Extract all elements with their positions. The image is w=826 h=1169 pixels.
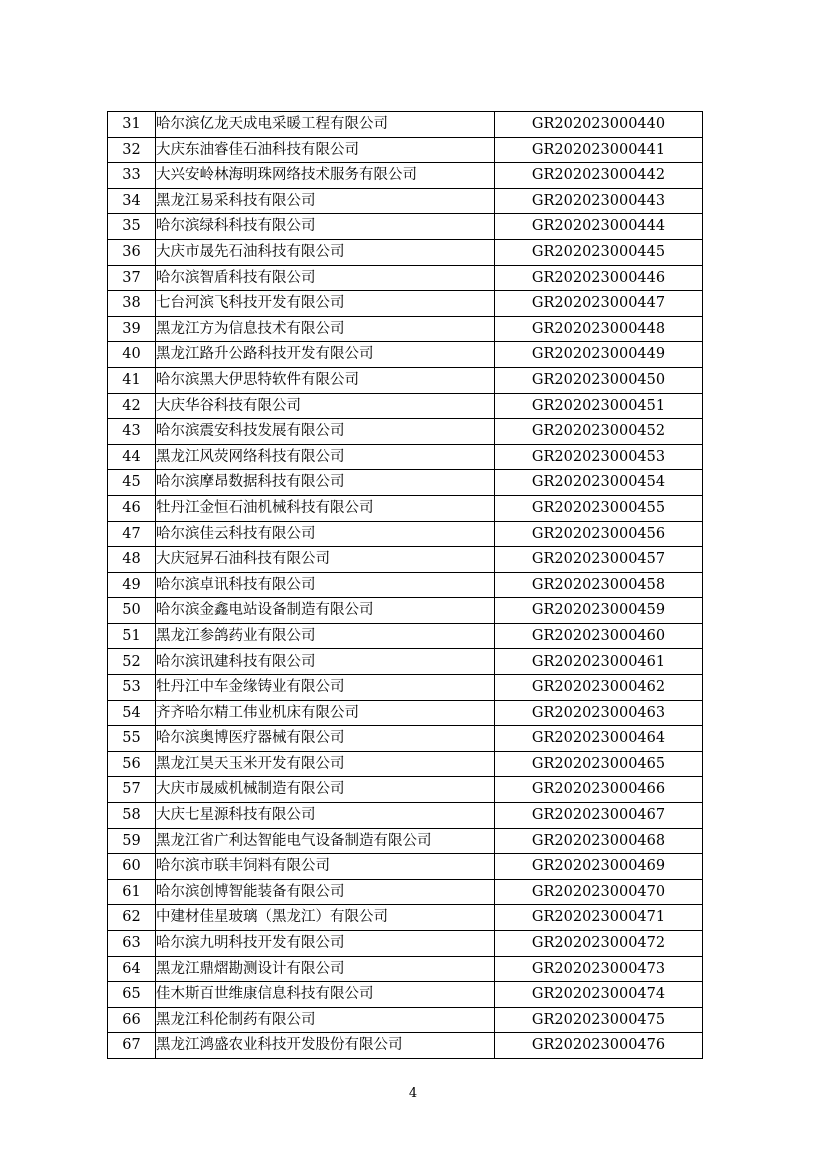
- certificate-code: GR202023000468: [495, 828, 703, 854]
- certificate-code: GR202023000450: [495, 367, 703, 393]
- company-name: 大庆市晟先石油科技有限公司: [156, 239, 495, 265]
- row-number: 57: [108, 777, 156, 803]
- company-name: 七台河滨飞科技开发有限公司: [156, 291, 495, 317]
- table-row: [108, 931, 703, 957]
- company-name: 哈尔滨摩昂数据科技有限公司: [156, 470, 495, 496]
- row-number: 38: [108, 291, 156, 317]
- company-name: 黑龙江鼎熠勘测设计有限公司: [156, 956, 495, 982]
- certificate-code: GR202023000457: [495, 547, 703, 573]
- row-number: 40: [108, 342, 156, 368]
- table-row: [108, 879, 703, 905]
- company-name: 齐齐哈尔精工伟业机床有限公司: [156, 700, 495, 726]
- certificate-code: GR202023000454: [495, 470, 703, 496]
- table-row: [108, 572, 703, 598]
- table-row: [108, 291, 703, 317]
- table-row: [108, 239, 703, 265]
- table-row: [108, 163, 703, 189]
- table-row: [108, 342, 703, 368]
- table-row: [108, 675, 703, 701]
- certificate-code: GR202023000449: [495, 342, 703, 368]
- company-name: 中建材佳星玻璃（黑龙江）有限公司: [156, 905, 495, 931]
- row-number: 34: [108, 188, 156, 214]
- row-number: 67: [108, 1033, 156, 1059]
- certificate-code: GR202023000469: [495, 854, 703, 880]
- certificate-code: GR202023000451: [495, 393, 703, 419]
- company-name: 哈尔滨卓讯科技有限公司: [156, 572, 495, 598]
- registry-table-body: [108, 112, 703, 1059]
- table-row: [108, 137, 703, 163]
- certificate-code: GR202023000460: [495, 623, 703, 649]
- table-row: [108, 470, 703, 496]
- certificate-code: GR202023000443: [495, 188, 703, 214]
- table-row: [108, 521, 703, 547]
- table-row: [108, 393, 703, 419]
- table-row: [108, 214, 703, 240]
- table-row: [108, 751, 703, 777]
- row-number: 45: [108, 470, 156, 496]
- row-number: 55: [108, 726, 156, 752]
- certificate-code: GR202023000447: [495, 291, 703, 317]
- company-name: 哈尔滨黑大伊思特软件有限公司: [156, 367, 495, 393]
- certificate-code: GR202023000452: [495, 419, 703, 445]
- row-number: 63: [108, 931, 156, 957]
- row-number: 47: [108, 521, 156, 547]
- certificate-code: GR202023000448: [495, 316, 703, 342]
- certificate-code: GR202023000455: [495, 495, 703, 521]
- certificate-code: GR202023000476: [495, 1033, 703, 1059]
- company-name: 哈尔滨市联丰饲料有限公司: [156, 854, 495, 880]
- table-row: [108, 803, 703, 829]
- table-row: [108, 828, 703, 854]
- table-row: [108, 444, 703, 470]
- certificate-code: GR202023000464: [495, 726, 703, 752]
- table-row: [108, 367, 703, 393]
- row-number: 35: [108, 214, 156, 240]
- company-name: 哈尔滨绿科科技有限公司: [156, 214, 495, 240]
- row-number: 60: [108, 854, 156, 880]
- company-name: 大庆七星源科技有限公司: [156, 803, 495, 829]
- row-number: 43: [108, 419, 156, 445]
- certificate-code: GR202023000475: [495, 1007, 703, 1033]
- table-row: [108, 419, 703, 445]
- row-number: 33: [108, 163, 156, 189]
- table-row: [108, 726, 703, 752]
- company-name: 黑龙江路升公路科技开发有限公司: [156, 342, 495, 368]
- certificate-code: GR202023000459: [495, 598, 703, 624]
- row-number: 62: [108, 905, 156, 931]
- table-row: [108, 854, 703, 880]
- row-number: 31: [108, 112, 156, 138]
- certificate-code: GR202023000466: [495, 777, 703, 803]
- table-row: [108, 623, 703, 649]
- table-row: [108, 700, 703, 726]
- certificate-code: GR202023000444: [495, 214, 703, 240]
- row-number: 64: [108, 956, 156, 982]
- company-name: 黑龙江省广利达智能电气设备制造有限公司: [156, 828, 495, 854]
- row-number: 54: [108, 700, 156, 726]
- certificate-code: GR202023000474: [495, 982, 703, 1008]
- table-row: [108, 112, 703, 138]
- certificate-code: GR202023000458: [495, 572, 703, 598]
- certificate-code: GR202023000453: [495, 444, 703, 470]
- company-name: 哈尔滨震安科技发展有限公司: [156, 419, 495, 445]
- company-name: 哈尔滨佳云科技有限公司: [156, 521, 495, 547]
- table-row: [108, 649, 703, 675]
- row-number: 39: [108, 316, 156, 342]
- row-number: 50: [108, 598, 156, 624]
- company-name: 佳木斯百世维康信息科技有限公司: [156, 982, 495, 1008]
- company-name: 黑龙江参鸽药业有限公司: [156, 623, 495, 649]
- certificate-code: GR202023000441: [495, 137, 703, 163]
- table-row: [108, 188, 703, 214]
- company-name: 大兴安岭林海明珠网络技术服务有限公司: [156, 163, 495, 189]
- table-row: [108, 1007, 703, 1033]
- row-number: 48: [108, 547, 156, 573]
- table-row: [108, 316, 703, 342]
- row-number: 58: [108, 803, 156, 829]
- company-name: 黑龙江昊天玉米开发有限公司: [156, 751, 495, 777]
- certificate-code: GR202023000445: [495, 239, 703, 265]
- table-row: [108, 495, 703, 521]
- row-number: 59: [108, 828, 156, 854]
- table-row: [108, 547, 703, 573]
- company-name: 哈尔滨亿龙天成电采暖工程有限公司: [156, 112, 495, 138]
- certificate-code: GR202023000446: [495, 265, 703, 291]
- certificate-code: GR202023000461: [495, 649, 703, 675]
- table-row: [108, 265, 703, 291]
- table-row: [108, 777, 703, 803]
- certificate-code: GR202023000473: [495, 956, 703, 982]
- company-name: 大庆冠昇石油科技有限公司: [156, 547, 495, 573]
- row-number: 36: [108, 239, 156, 265]
- company-name: 黑龙江方为信息技术有限公司: [156, 316, 495, 342]
- row-number: 66: [108, 1007, 156, 1033]
- certificate-code: GR202023000465: [495, 751, 703, 777]
- company-name: 黑龙江易采科技有限公司: [156, 188, 495, 214]
- table-row: [108, 956, 703, 982]
- row-number: 51: [108, 623, 156, 649]
- certificate-code: GR202023000442: [495, 163, 703, 189]
- company-name: 哈尔滨金鑫电站设备制造有限公司: [156, 598, 495, 624]
- company-name: 牡丹江金恒石油机械科技有限公司: [156, 495, 495, 521]
- company-name: 大庆市晟威机械制造有限公司: [156, 777, 495, 803]
- row-number: 37: [108, 265, 156, 291]
- company-name: 黑龙江科伦制药有限公司: [156, 1007, 495, 1033]
- row-number: 44: [108, 444, 156, 470]
- company-name: 哈尔滨奥博医疗器械有限公司: [156, 726, 495, 752]
- certificate-code: GR202023000471: [495, 905, 703, 931]
- row-number: 42: [108, 393, 156, 419]
- certificate-code: GR202023000440: [495, 112, 703, 138]
- certificate-code: GR202023000470: [495, 879, 703, 905]
- certificate-code: GR202023000463: [495, 700, 703, 726]
- row-number: 65: [108, 982, 156, 1008]
- company-registry-table: [107, 111, 703, 1059]
- company-name: 牡丹江中车金缘铸业有限公司: [156, 675, 495, 701]
- row-number: 52: [108, 649, 156, 675]
- company-name: 黑龙江风荧网络科技有限公司: [156, 444, 495, 470]
- row-number: 61: [108, 879, 156, 905]
- company-name: 大庆东油睿佳石油科技有限公司: [156, 137, 495, 163]
- row-number: 32: [108, 137, 156, 163]
- company-name: 哈尔滨讯建科技有限公司: [156, 649, 495, 675]
- table-row: [108, 598, 703, 624]
- company-name: 哈尔滨九明科技开发有限公司: [156, 931, 495, 957]
- row-number: 46: [108, 495, 156, 521]
- company-name: 黑龙江鸿盛农业科技开发股份有限公司: [156, 1033, 495, 1059]
- certificate-code: GR202023000456: [495, 521, 703, 547]
- table-row: [108, 982, 703, 1008]
- row-number: 41: [108, 367, 156, 393]
- row-number: 49: [108, 572, 156, 598]
- row-number: 53: [108, 675, 156, 701]
- row-number: 56: [108, 751, 156, 777]
- table-row: [108, 905, 703, 931]
- page-number: 4: [408, 1086, 418, 1101]
- company-name: 哈尔滨智盾科技有限公司: [156, 265, 495, 291]
- company-name: 哈尔滨创博智能装备有限公司: [156, 879, 495, 905]
- certificate-code: GR202023000462: [495, 675, 703, 701]
- company-name: 大庆华谷科技有限公司: [156, 393, 495, 419]
- certificate-code: GR202023000467: [495, 803, 703, 829]
- certificate-code: GR202023000472: [495, 931, 703, 957]
- table-row: [108, 1033, 703, 1059]
